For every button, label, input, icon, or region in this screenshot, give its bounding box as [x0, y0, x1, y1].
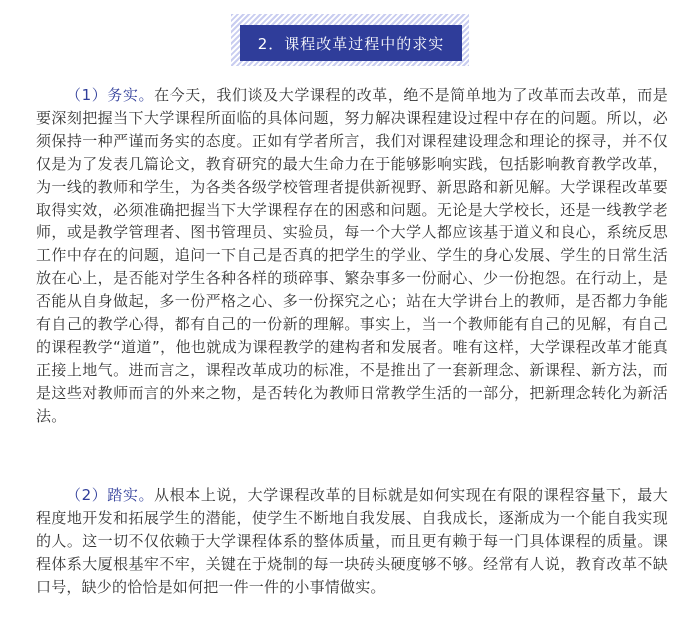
paragraph-down-to-earth [36, 484, 668, 599]
paragraph-lead: （1）务实。 [66, 86, 155, 104]
paragraph-body: 在今天，我们谈及大学课程的改革，绝不是简单地为了改革而去改革，而是要深刻把握当下大学课程所面临的具体问题，努力解决课程建设过程中存在的问题。所以，必须保持一种严谨而务实的态度。正如有学者所言，我们对课程建设理念和理论的探寻，并不仅仅是为了发表几篇论文，教育研究的最大生命力在于能够影响实践，包括影响教育教学改革，为一线的教师和学生，为各类各级学校管理者提供新视野、新思路和新见解。大学课程改革要取得实效，必须准确把握当下大学课程存在的困惑和问题。无论是大学校长，还是一线教学老师，或是教学管理者、图书管理员、实验员，每一个大学人都应该基于道义和良心，系统反思工作中存在的问题，追问一下自己是否真的把学生的学业、学生的身心发展、学生的日常生活放在心上，是否能对学生各种各样的琐碎事、繁杂事多一份耐心、少一份抱怨。在行动上，是否能从自身做起，多一份严格之心、多一份探究之心；站在大学讲台上的教师，是否都力争能有自己的教学心得，都有自己的一份新的理解。事实上，当一个教师能有自己的见解，有自己的课程教学“道道”，他也就成为课程教学的建构者和发展者。唯有这样，大学课程改革才能真正接上地气。进而言之，课程改革成功的标准，不是推出了一套新理念、新课程、新方法，而是这些对教师而言的外来之物，是否转化为教师日常教学生活的一部分，把新理念转化为新活法。 [36, 86, 668, 425]
section-title: 2．课程改革过程中的求实 [240, 25, 462, 61]
section-header [231, 14, 469, 66]
paragraph-body: 从根本上说，大学课程改革的目标就是如何实现在有限的课程容量下，最大程度地开发和拓展学生的潜能，使学生不断地自我发展、自我成长，逐渐成为一个能自我实现的人。这一切不仅依赖于大学课程体系的整体质量，而且更有赖于每一门具体课程的质量。课程体系大厦根基牢不牢，关键在于烧制的每一块砖头硬度够不够。经常有人说，教育改革不缺口号，缺少的恰恰是如何把一件一件的小事情做实。 [36, 486, 668, 596]
paragraph-lead: （2）踏实。 [66, 486, 155, 504]
paragraph-practical [36, 84, 668, 428]
